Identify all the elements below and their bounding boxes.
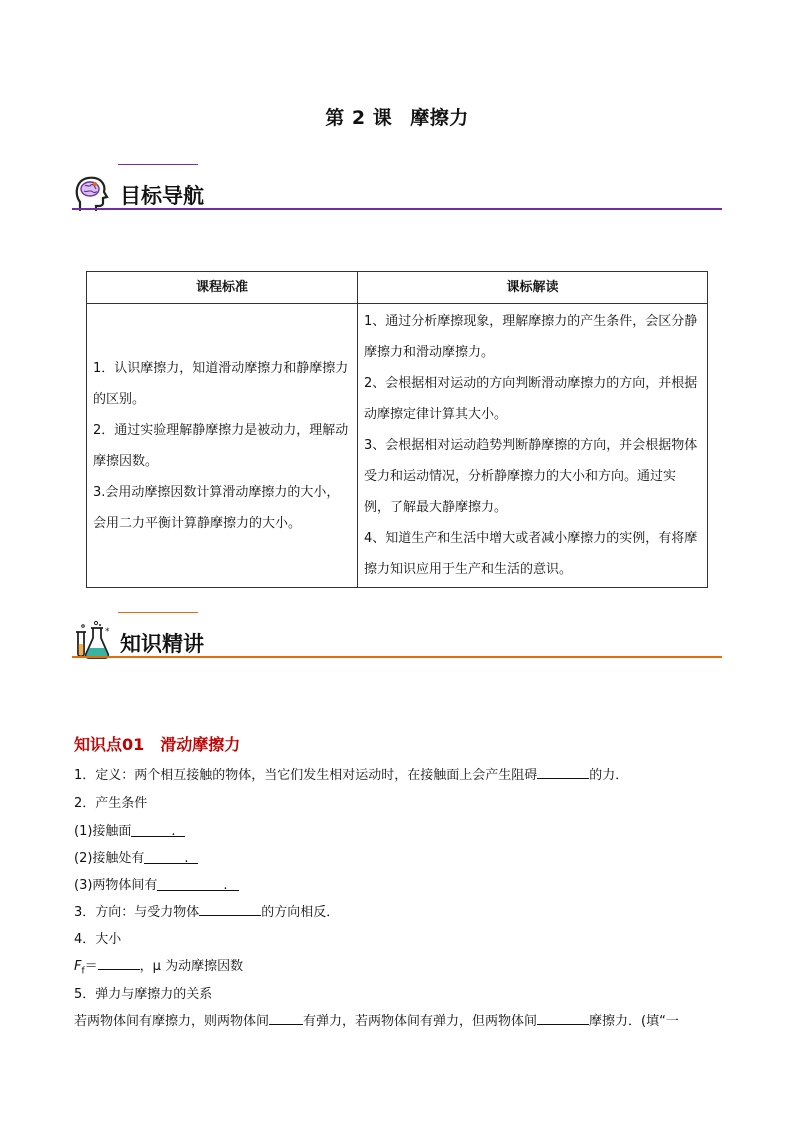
interpretation-item: 3、会根据相对运动趋势判断静摩擦的方向，并会根据物体受力和运动情况，分析静摩擦力的大小和方向。通过实例，了解最大静摩擦力。	[364, 438, 698, 515]
magnitude-heading: 4．大小	[74, 932, 122, 947]
section-bottom-line	[72, 208, 722, 210]
page-title	[0, 103, 794, 130]
condition-text: (2)接触处有	[74, 851, 145, 866]
interpretation-item: 1、通过分析摩擦现象，理解摩擦力的产生条件，会区分静摩擦力和滑动摩擦力。	[364, 314, 698, 360]
formula-equals: ＝	[84, 959, 98, 974]
condition-text: (3)两物体间有	[74, 878, 158, 893]
table-header-row	[87, 272, 708, 304]
relation-line	[74, 1010, 679, 1029]
blank-dot: .	[171, 824, 176, 839]
relation-heading: 5．弹力与摩擦力的关系	[74, 987, 213, 1002]
table-cell-standards	[87, 304, 358, 588]
blank-dot: .	[223, 878, 228, 893]
fill-blank	[199, 903, 261, 916]
section-top-line	[118, 164, 198, 165]
fill-blank	[157, 878, 239, 891]
knowledge-point-name: 滑动摩擦力	[160, 735, 241, 754]
conditions-heading: 2．产生条件	[74, 796, 148, 811]
section-label-knowledge: 知识精讲	[120, 632, 204, 656]
fill-blank	[144, 851, 198, 864]
fill-blank	[131, 824, 185, 837]
table-header-standard: 课程标准	[87, 272, 358, 304]
interpretation-item: 2、会根据相对运动的方向判断滑动摩擦力的方向，并根据动摩擦定律计算其大小。	[364, 376, 698, 422]
section-top-line	[118, 612, 198, 613]
formula-line	[74, 955, 243, 977]
curriculum-table	[86, 271, 708, 588]
table-header-interpretation: 课标解读	[358, 272, 708, 304]
condition-motion-line	[74, 874, 239, 893]
lesson-number: 第 2 课	[325, 107, 393, 129]
fill-blank	[537, 1012, 589, 1025]
formula-text: ，μ 为动摩擦因数	[139, 959, 244, 974]
svg-text:*: *	[105, 627, 110, 637]
definition-line	[74, 764, 628, 783]
formula-subscript: f	[81, 966, 85, 977]
section-label-goals: 目标导航	[120, 184, 204, 208]
condition-surface-line	[74, 820, 185, 839]
condition-contact-line	[74, 847, 198, 866]
standard-item: 1．认识摩擦力，知道滑动摩擦力和静摩擦力的区别。	[93, 360, 349, 407]
lesson-name: 摩擦力	[410, 107, 469, 129]
knowledge-point-title	[74, 732, 240, 755]
direction-text-end: 的方向相反．	[261, 905, 340, 920]
definition-text: 1．定义：两个相互接触的物体，当它们发生相对运动时，在接触面上会产生阻碍	[74, 768, 538, 783]
table-row	[87, 304, 708, 588]
formula-symbol: F	[74, 959, 82, 974]
fill-blank	[269, 1012, 303, 1025]
relation-text-end: 摩擦力．(填“一	[589, 1014, 679, 1029]
section-header-goals	[72, 164, 722, 224]
interpretation-item: 4、知道生产和生活中增大或者减小摩擦力的实例，有将摩擦力知识应用于生产和生活的意识。	[364, 531, 698, 577]
section-bottom-line	[72, 656, 722, 658]
section-header-knowledge	[72, 612, 722, 672]
knowledge-point-label: 知识点01	[74, 735, 145, 754]
lab-flask-icon	[72, 620, 112, 660]
direction-line	[74, 901, 339, 920]
definition-text-end: 的力．	[589, 768, 629, 783]
condition-text: (1)接触面	[74, 824, 132, 839]
blank-dot: .	[184, 851, 189, 866]
fill-blank	[537, 766, 589, 779]
head-brain-icon	[72, 172, 112, 212]
table-cell-interpretation	[358, 304, 708, 588]
relation-text: 若两物体间有摩擦力，则两物体间	[74, 1014, 270, 1029]
relation-text-mid: 有弹力，若两物体间有弹力，但两物体间	[303, 1014, 538, 1029]
standard-item: 2．通过实验理解静摩擦力是被动力，理解动摩擦因数。	[93, 422, 349, 469]
fill-blank	[98, 957, 140, 970]
direction-text: 3．方向：与受力物体	[74, 905, 200, 920]
standard-item: 3.会用动摩擦因数计算滑动摩擦力的大小，会用二力平衡计算静摩擦力的大小。	[93, 484, 340, 531]
